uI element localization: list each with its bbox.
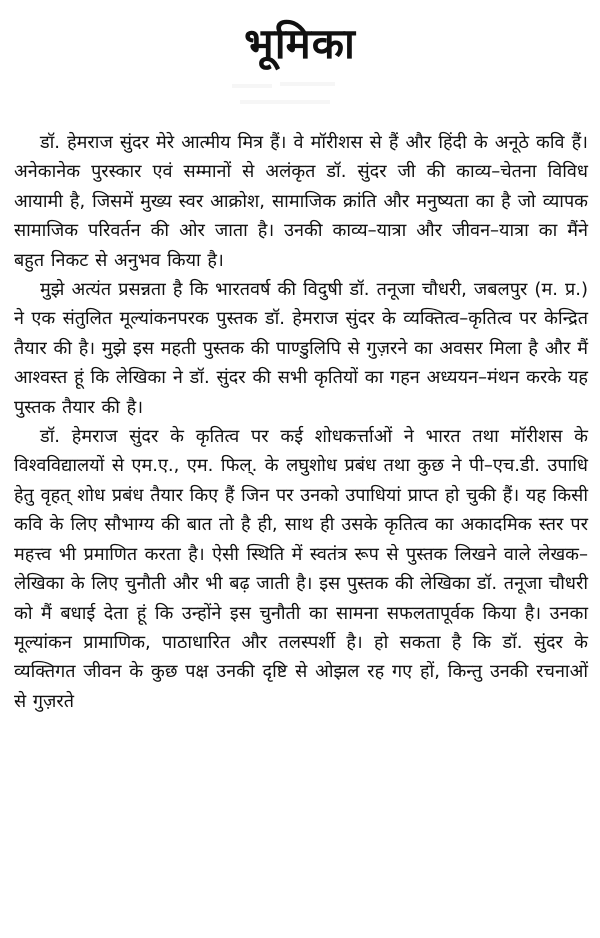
document-body	[14, 128, 588, 716]
paragraph-2: मुझे अत्यंत प्रसन्नता है कि भारतवर्ष की विदुषी डॉ. तनूजा चौधरी, जबलपुर (म. प्र.) ने एक संतुलित मूल्यांकनपरक पुस्तक डॉ. हेमराज सुंदर के व्यक्तित्व–कृतित्व पर केन्द्रित तैयार की है। मुझे इस महती पुस्तक की पाण्डुलिपि से गुज़रने का अवसर मिला है और मैं आश्वस्त हूं कि लेखिका ने डॉ. सुंदर की सभी कृतियों का गहन अध्ययन–मंथन करके यह पुस्तक तैयार की है।	[14, 279, 588, 418]
bleed-through-smudge	[230, 78, 340, 118]
page-title: भूमिका	[244, 19, 356, 68]
paragraph-3: डॉ. हेमराज सुंदर के कृतित्व पर कई शोधकर्त्ताओं ने भारत तथा मॉरीशस के विश्वविद्यालयों से एम.ए., एम. फिल्. के लघुशोध प्रबंध तथा कुछ ने पी–एच.डी. उपाधि हेतु वृहत् शोध प्रबंध तैयार किए हैं जिन पर उनको उपाधियां प्राप्त हो चुकी हैं। यह किसी कवि के लिए सौभाग्य की बात तो है ही, साथ ही उसके कृतित्व का अकादमिक स्तर पर महत्त्व भी प्रमाणित करता है। ऐसी स्थिति में स्वतंत्र रूप से पुस्तक लिखने वाले लेखक–लेखिका के लिए चुनौती और भी बढ़ जाती है। इस पुस्तक की लेखिका डॉ. तनूजा चौधरी को मैं बधाई देता हूं कि उन्होंने इस चुनौती का सामना सफलतापूर्वक किया है। उनका मूल्यांकन प्रामाणिक, पाठाधारित और तलस्पर्शी है। हो सकता है कि डॉ. सुंदर के व्यक्तिगत जीवन के कुछ पक्ष उनकी दृष्टि से ओझल रह गए हों, किन्तु उनकी रचनाओं से गुज़रते	[14, 426, 588, 712]
paragraph-1: डॉ. हेमराज सुंदर मेरे आत्मीय मित्र हैं। वे मॉरीशस से हैं और हिंदी के अनूठे कवि हैं। अनेकानेक पुरस्कार एवं सम्मानों से अलंकृत डॉ. सुंदर जी की काव्य–चेतना विविध आयामी है, जिसमें मुख्य स्वर आक्रोश, सामाजिक क्रांति और मनुष्यता का है जो व्यापक सामाजिक परिवर्तन की ओर जाता है। उनकी काव्य–यात्रा और जीवन–यात्रा का मैंने बहुत निकट से अनुभव किया है।	[14, 132, 588, 271]
